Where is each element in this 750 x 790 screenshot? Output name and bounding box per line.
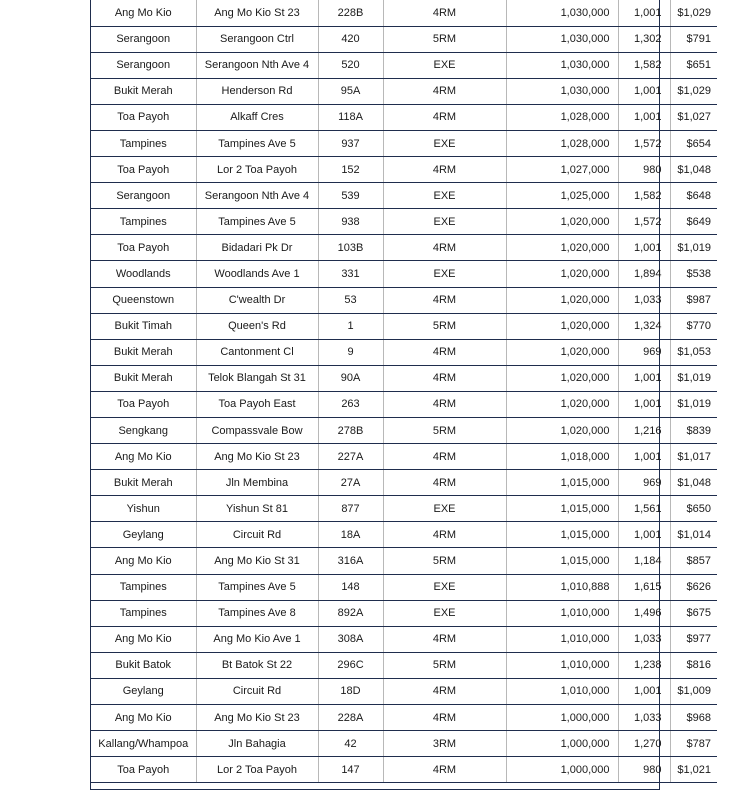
town-cell: Bukit Merah xyxy=(91,365,196,391)
town-cell: Sengkang xyxy=(91,418,196,444)
area-cell: 1,582 xyxy=(618,183,670,209)
psf-cell: $787 xyxy=(670,731,717,757)
area-cell: 1,582 xyxy=(618,52,670,78)
street-cell: Ang Mo Kio Ave 1 xyxy=(196,626,318,652)
area-cell: 969 xyxy=(618,470,670,496)
street-cell: Tampines Ave 5 xyxy=(196,130,318,156)
resale-transactions-table xyxy=(91,0,717,783)
psf-cell: $977 xyxy=(670,626,717,652)
area-cell: 1,033 xyxy=(618,287,670,313)
street-cell: Ang Mo Kio St 23 xyxy=(196,444,318,470)
block-cell: 420 xyxy=(318,26,383,52)
flat-type-cell: 4RM xyxy=(383,522,506,548)
town-cell: Bukit Merah xyxy=(91,339,196,365)
block-cell: 147 xyxy=(318,757,383,783)
flat-type-cell: 4RM xyxy=(383,470,506,496)
flat-type-cell: 5RM xyxy=(383,26,506,52)
block-cell: 227A xyxy=(318,444,383,470)
table-row xyxy=(91,418,717,444)
psf-cell: $1,048 xyxy=(670,470,717,496)
psf-cell: $654 xyxy=(670,130,717,156)
psf-cell: $968 xyxy=(670,705,717,731)
area-cell: 1,001 xyxy=(618,78,670,104)
block-cell: 103B xyxy=(318,235,383,261)
price-cell: 1,015,000 xyxy=(506,548,618,574)
table-row xyxy=(91,209,717,235)
table-row xyxy=(91,52,717,78)
town-cell: Tampines xyxy=(91,130,196,156)
area-cell: 1,561 xyxy=(618,496,670,522)
street-cell: Ang Mo Kio St 31 xyxy=(196,548,318,574)
table-row xyxy=(91,261,717,287)
street-cell: Serangoon Ctrl xyxy=(196,26,318,52)
area-cell: 1,033 xyxy=(618,705,670,731)
town-cell: Queenstown xyxy=(91,287,196,313)
price-cell: 1,000,000 xyxy=(506,731,618,757)
town-cell: Ang Mo Kio xyxy=(91,444,196,470)
town-cell: Tampines xyxy=(91,574,196,600)
table-row xyxy=(91,287,717,313)
block-cell: 42 xyxy=(318,731,383,757)
street-cell: Tampines Ave 5 xyxy=(196,209,318,235)
block-cell: 278B xyxy=(318,418,383,444)
flat-type-cell: 4RM xyxy=(383,157,506,183)
street-cell: Telok Blangah St 31 xyxy=(196,365,318,391)
price-cell: 1,000,000 xyxy=(506,705,618,731)
town-cell: Ang Mo Kio xyxy=(91,0,196,26)
street-cell: Ang Mo Kio St 23 xyxy=(196,0,318,26)
table-row xyxy=(91,183,717,209)
area-cell: 1,572 xyxy=(618,209,670,235)
price-cell: 1,015,000 xyxy=(506,470,618,496)
block-cell: 892A xyxy=(318,600,383,626)
table-row xyxy=(91,731,717,757)
price-cell: 1,028,000 xyxy=(506,104,618,130)
town-cell: Bukit Timah xyxy=(91,313,196,339)
price-cell: 1,018,000 xyxy=(506,444,618,470)
flat-type-cell: 4RM xyxy=(383,0,506,26)
psf-cell: $1,048 xyxy=(670,157,717,183)
flat-type-cell: 4RM xyxy=(383,391,506,417)
table-row xyxy=(91,705,717,731)
area-cell: 1,001 xyxy=(618,235,670,261)
price-cell: 1,015,000 xyxy=(506,496,618,522)
price-cell: 1,030,000 xyxy=(506,0,618,26)
town-cell: Bukit Batok xyxy=(91,652,196,678)
town-cell: Geylang xyxy=(91,522,196,548)
street-cell: Tampines Ave 5 xyxy=(196,574,318,600)
psf-cell: $1,029 xyxy=(670,0,717,26)
psf-cell: $1,053 xyxy=(670,339,717,365)
block-cell: 18A xyxy=(318,522,383,548)
psf-cell: $1,029 xyxy=(670,78,717,104)
price-cell: 1,020,000 xyxy=(506,418,618,444)
town-cell: Serangoon xyxy=(91,183,196,209)
town-cell: Woodlands xyxy=(91,261,196,287)
block-cell: 152 xyxy=(318,157,383,183)
price-cell: 1,030,000 xyxy=(506,26,618,52)
table-row xyxy=(91,235,717,261)
flat-type-cell: 4RM xyxy=(383,444,506,470)
street-cell: Circuit Rd xyxy=(196,522,318,548)
area-cell: 1,324 xyxy=(618,313,670,339)
block-cell: 53 xyxy=(318,287,383,313)
town-cell: Bukit Merah xyxy=(91,78,196,104)
block-cell: 95A xyxy=(318,78,383,104)
table-row xyxy=(91,757,717,783)
price-cell: 1,010,888 xyxy=(506,574,618,600)
price-cell: 1,020,000 xyxy=(506,365,618,391)
street-cell: Toa Payoh East xyxy=(196,391,318,417)
price-cell: 1,020,000 xyxy=(506,209,618,235)
street-cell: Henderson Rd xyxy=(196,78,318,104)
flat-type-cell: EXE xyxy=(383,600,506,626)
flat-type-cell: 5RM xyxy=(383,652,506,678)
street-cell: Bt Batok St 22 xyxy=(196,652,318,678)
town-cell: Toa Payoh xyxy=(91,391,196,417)
area-cell: 1,894 xyxy=(618,261,670,287)
street-cell: C'wealth Dr xyxy=(196,287,318,313)
table-row xyxy=(91,130,717,156)
area-cell: 1,496 xyxy=(618,600,670,626)
table-row xyxy=(91,339,717,365)
table-row xyxy=(91,157,717,183)
table-row xyxy=(91,678,717,704)
block-cell: 331 xyxy=(318,261,383,287)
psf-cell: $1,021 xyxy=(670,757,717,783)
block-cell: 1 xyxy=(318,313,383,339)
price-cell: 1,027,000 xyxy=(506,157,618,183)
town-cell: Ang Mo Kio xyxy=(91,626,196,652)
table-row xyxy=(91,26,717,52)
town-cell: Toa Payoh xyxy=(91,157,196,183)
price-cell: 1,030,000 xyxy=(506,78,618,104)
flat-type-cell: 5RM xyxy=(383,548,506,574)
street-cell: Compassvale Bow xyxy=(196,418,318,444)
area-cell: 980 xyxy=(618,757,670,783)
street-cell: Lor 2 Toa Payoh xyxy=(196,757,318,783)
area-cell: 1,238 xyxy=(618,652,670,678)
psf-cell: $675 xyxy=(670,600,717,626)
price-cell: 1,010,000 xyxy=(506,626,618,652)
table-row xyxy=(91,391,717,417)
flat-type-cell: 3RM xyxy=(383,731,506,757)
street-cell: Ang Mo Kio St 23 xyxy=(196,705,318,731)
psf-cell: $1,019 xyxy=(670,235,717,261)
block-cell: 308A xyxy=(318,626,383,652)
table-row xyxy=(91,548,717,574)
town-cell: Ang Mo Kio xyxy=(91,705,196,731)
psf-cell: $770 xyxy=(670,313,717,339)
town-cell: Serangoon xyxy=(91,52,196,78)
price-cell: 1,025,000 xyxy=(506,183,618,209)
area-cell: 1,572 xyxy=(618,130,670,156)
town-cell: Ang Mo Kio xyxy=(91,548,196,574)
street-cell: Serangoon Nth Ave 4 xyxy=(196,183,318,209)
area-cell: 1,615 xyxy=(618,574,670,600)
table-body xyxy=(91,0,717,783)
block-cell: 228A xyxy=(318,705,383,731)
price-cell: 1,020,000 xyxy=(506,235,618,261)
block-cell: 90A xyxy=(318,365,383,391)
street-cell: Alkaff Cres xyxy=(196,104,318,130)
block-cell: 9 xyxy=(318,339,383,365)
table-row xyxy=(91,78,717,104)
area-cell: 969 xyxy=(618,339,670,365)
flat-type-cell: EXE xyxy=(383,574,506,600)
flat-type-cell: 4RM xyxy=(383,287,506,313)
town-cell: Bukit Merah xyxy=(91,470,196,496)
table-row xyxy=(91,574,717,600)
table-row xyxy=(91,313,717,339)
town-cell: Toa Payoh xyxy=(91,235,196,261)
area-cell: 1,001 xyxy=(618,391,670,417)
area-cell: 1,001 xyxy=(618,444,670,470)
flat-type-cell: EXE xyxy=(383,183,506,209)
block-cell: 316A xyxy=(318,548,383,574)
psf-cell: $626 xyxy=(670,574,717,600)
price-cell: 1,020,000 xyxy=(506,391,618,417)
flat-type-cell: EXE xyxy=(383,261,506,287)
price-cell: 1,015,000 xyxy=(506,522,618,548)
psf-cell: $1,019 xyxy=(670,391,717,417)
table-row xyxy=(91,600,717,626)
psf-cell: $648 xyxy=(670,183,717,209)
price-cell: 1,010,000 xyxy=(506,678,618,704)
flat-type-cell: 4RM xyxy=(383,235,506,261)
street-cell: Yishun St 81 xyxy=(196,496,318,522)
psf-cell: $1,014 xyxy=(670,522,717,548)
area-cell: 1,033 xyxy=(618,626,670,652)
psf-cell: $651 xyxy=(670,52,717,78)
flat-type-cell: 4RM xyxy=(383,78,506,104)
flat-type-cell: 4RM xyxy=(383,626,506,652)
psf-cell: $538 xyxy=(670,261,717,287)
street-cell: Queen's Rd xyxy=(196,313,318,339)
table-row xyxy=(91,0,717,26)
street-cell: Serangoon Nth Ave 4 xyxy=(196,52,318,78)
block-cell: 27A xyxy=(318,470,383,496)
flat-type-cell: EXE xyxy=(383,52,506,78)
block-cell: 263 xyxy=(318,391,383,417)
block-cell: 938 xyxy=(318,209,383,235)
table-row xyxy=(91,652,717,678)
street-cell: Bidadari Pk Dr xyxy=(196,235,318,261)
psf-cell: $816 xyxy=(670,652,717,678)
block-cell: 539 xyxy=(318,183,383,209)
flat-type-cell: 4RM xyxy=(383,365,506,391)
area-cell: 1,216 xyxy=(618,418,670,444)
street-cell: Jln Bahagia xyxy=(196,731,318,757)
table-row xyxy=(91,522,717,548)
block-cell: 118A xyxy=(318,104,383,130)
table-row xyxy=(91,444,717,470)
area-cell: 1,184 xyxy=(618,548,670,574)
block-cell: 296C xyxy=(318,652,383,678)
flat-type-cell: EXE xyxy=(383,496,506,522)
street-cell: Circuit Rd xyxy=(196,678,318,704)
flat-type-cell: 5RM xyxy=(383,313,506,339)
psf-cell: $650 xyxy=(670,496,717,522)
area-cell: 1,270 xyxy=(618,731,670,757)
table-row xyxy=(91,365,717,391)
area-cell: 1,001 xyxy=(618,365,670,391)
street-cell: Cantonment Cl xyxy=(196,339,318,365)
price-cell: 1,020,000 xyxy=(506,313,618,339)
block-cell: 228B xyxy=(318,0,383,26)
town-cell: Geylang xyxy=(91,678,196,704)
price-cell: 1,020,000 xyxy=(506,261,618,287)
street-cell: Tampines Ave 8 xyxy=(196,600,318,626)
psf-cell: $839 xyxy=(670,418,717,444)
price-cell: 1,028,000 xyxy=(506,130,618,156)
flat-type-cell: 5RM xyxy=(383,418,506,444)
psf-cell: $1,027 xyxy=(670,104,717,130)
psf-cell: $857 xyxy=(670,548,717,574)
flat-type-cell: 4RM xyxy=(383,339,506,365)
block-cell: 877 xyxy=(318,496,383,522)
street-cell: Jln Membina xyxy=(196,470,318,496)
flat-type-cell: 4RM xyxy=(383,757,506,783)
town-cell: Kallang/Whampoa xyxy=(91,731,196,757)
block-cell: 937 xyxy=(318,130,383,156)
price-cell: 1,030,000 xyxy=(506,52,618,78)
psf-cell: $649 xyxy=(670,209,717,235)
street-cell: Woodlands Ave 1 xyxy=(196,261,318,287)
table-row xyxy=(91,496,717,522)
area-cell: 1,001 xyxy=(618,522,670,548)
town-cell: Yishun xyxy=(91,496,196,522)
street-cell: Lor 2 Toa Payoh xyxy=(196,157,318,183)
area-cell: 1,001 xyxy=(618,0,670,26)
block-cell: 520 xyxy=(318,52,383,78)
town-cell: Toa Payoh xyxy=(91,757,196,783)
psf-cell: $1,009 xyxy=(670,678,717,704)
psf-cell: $1,019 xyxy=(670,365,717,391)
price-cell: 1,010,000 xyxy=(506,600,618,626)
table-row xyxy=(91,626,717,652)
psf-cell: $987 xyxy=(670,287,717,313)
area-cell: 1,302 xyxy=(618,26,670,52)
town-cell: Toa Payoh xyxy=(91,104,196,130)
town-cell: Tampines xyxy=(91,600,196,626)
price-cell: 1,020,000 xyxy=(506,287,618,313)
town-cell: Tampines xyxy=(91,209,196,235)
flat-type-cell: EXE xyxy=(383,130,506,156)
psf-cell: $1,017 xyxy=(670,444,717,470)
flat-type-cell: 4RM xyxy=(383,678,506,704)
block-cell: 18D xyxy=(318,678,383,704)
flat-type-cell: EXE xyxy=(383,209,506,235)
price-cell: 1,000,000 xyxy=(506,757,618,783)
transactions-sheet xyxy=(90,0,711,790)
area-cell: 1,001 xyxy=(618,104,670,130)
flat-type-cell: 4RM xyxy=(383,104,506,130)
area-cell: 980 xyxy=(618,157,670,183)
psf-cell: $791 xyxy=(670,26,717,52)
town-cell: Serangoon xyxy=(91,26,196,52)
table-row xyxy=(91,470,717,496)
price-cell: 1,010,000 xyxy=(506,652,618,678)
flat-type-cell: 4RM xyxy=(383,705,506,731)
area-cell: 1,001 xyxy=(618,678,670,704)
price-cell: 1,020,000 xyxy=(506,339,618,365)
table-row xyxy=(91,104,717,130)
block-cell: 148 xyxy=(318,574,383,600)
